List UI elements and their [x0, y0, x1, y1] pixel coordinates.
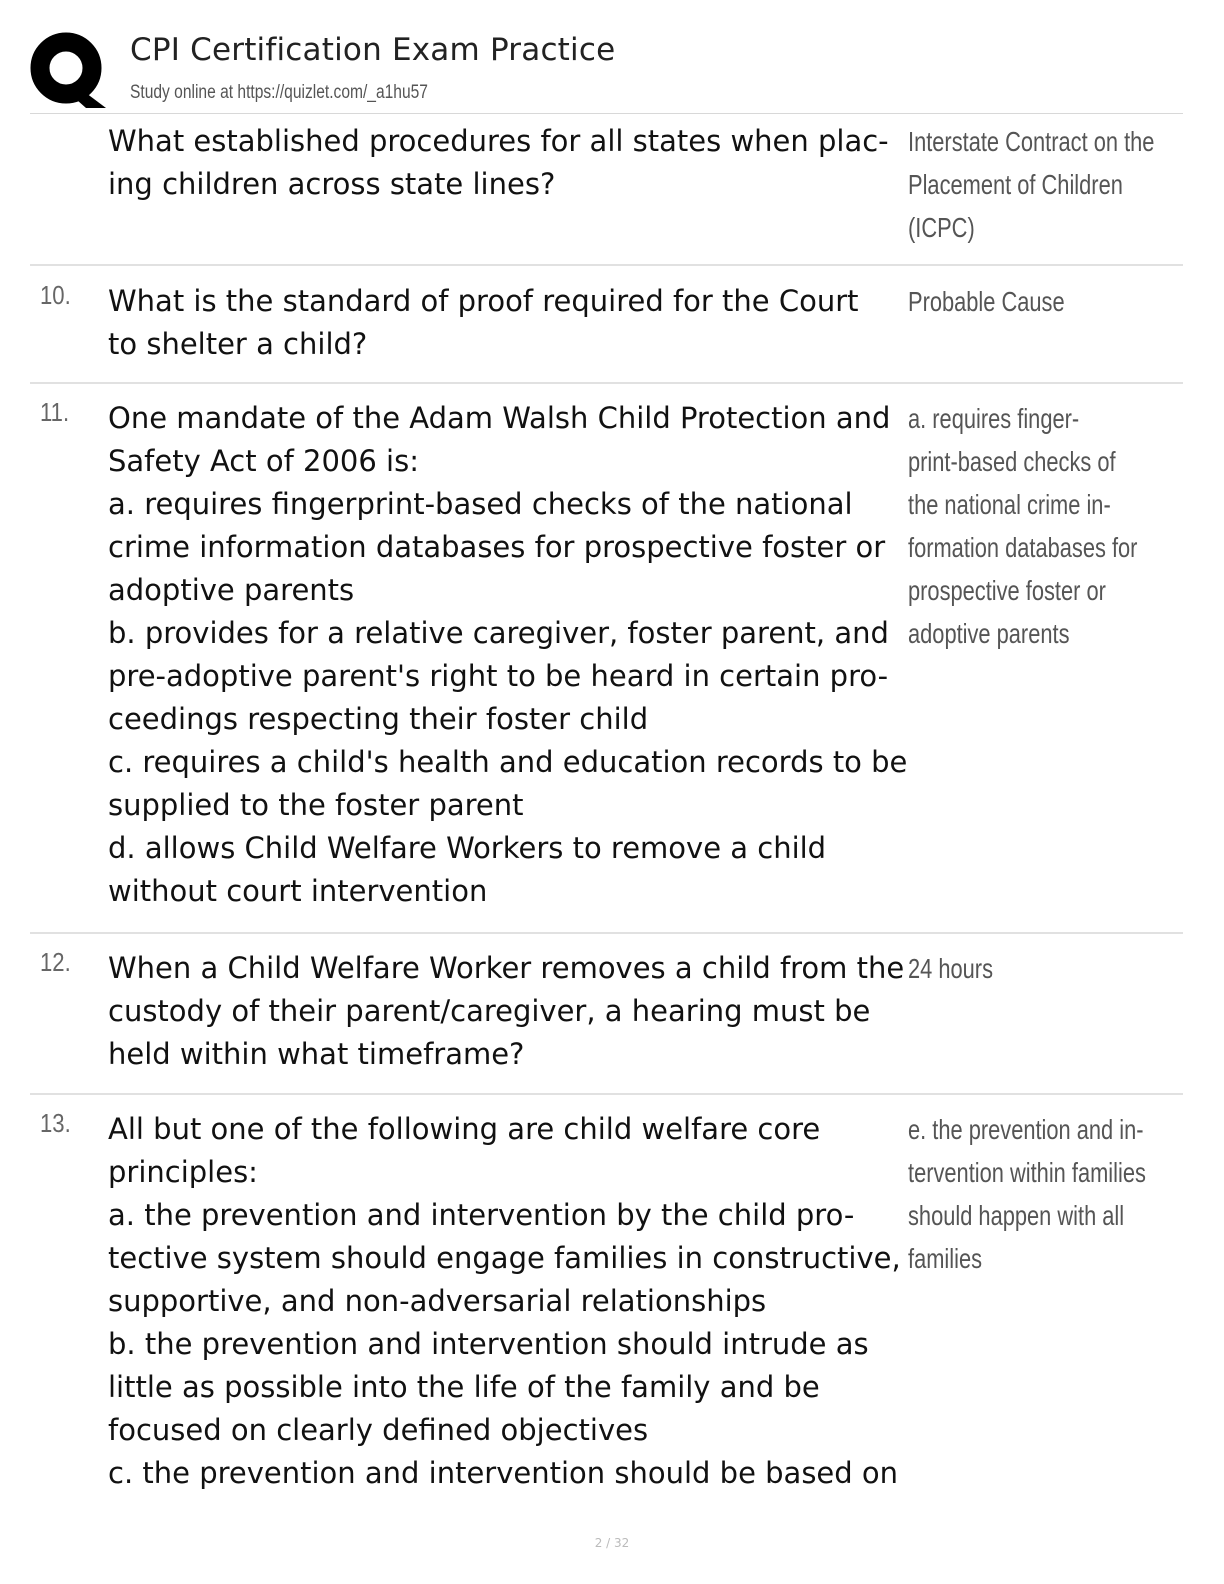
study-online-link[interactable]: Study online at https://quizlet.com/_a1hu57 — [130, 82, 428, 103]
card-divider — [30, 1093, 1183, 1095]
page-number: 2 / 32 — [594, 1536, 630, 1550]
answer-text: Interstate Contract on the Placement of Children (ICPC) — [908, 126, 1155, 243]
question-card — [30, 397, 1183, 934]
card-divider — [30, 382, 1183, 384]
question-text: What established procedures for all states when plac- ing children across state lines? — [108, 124, 889, 201]
card-divider — [30, 264, 1183, 266]
question-text: What is the standard of proof required for the Court to shelter a child? — [108, 284, 859, 361]
question-card — [30, 280, 1183, 384]
header-divider — [30, 113, 1183, 114]
question-text: When a Child Welfare Worker removes a child from the custody of their parent/caregiver, a hearing must be held within what timeframe? — [108, 951, 905, 1071]
question-number: 11. — [40, 397, 70, 427]
page-title: CPI Certification Exam Practice — [130, 32, 616, 68]
question-card — [30, 1108, 1183, 1508]
answer-text: e. the prevention and in- tervention within families should happen with all families — [908, 1114, 1146, 1274]
answer-text: Probable Cause — [908, 286, 1065, 317]
card-divider — [30, 932, 1183, 934]
quizlet-logo-icon — [30, 32, 106, 108]
question-text: One mandate of the Adam Walsh Child Protection and Safety Act of 2006 is: a. requires fingerprint-based checks of the national crime information databases for prospective foster or adoptive parents b. provides for a relative caregiver, foster parent, and pre-adoptive parent's right to be heard in certain pro- ceedings respecting their foster child c. requires a child's health and education records to be supplied to the foster parent d. allows Child Welfare Workers to remove a child without court intervention — [108, 401, 908, 908]
question-text: All but one of the following are child welfare core principles: a. the prevention and intervention by the child pro- tective system should engage families in constructive, supportive, and non-adversarial relationships b. the prevention and intervention should intrude as little as possible into the life of the family and be focused on clearly defined objectives c. the prevention and intervention should be based on — [108, 1112, 901, 1490]
question-number: 10. — [40, 280, 71, 310]
question-card — [30, 947, 1183, 1095]
answer-text: 24 hours — [908, 953, 993, 984]
question-number: 12. — [40, 947, 71, 977]
page-header — [30, 28, 1190, 112]
answer-text: a. requires finger- print-based checks of the national crime in- formation databases for prospective foster or adoptive parents — [908, 403, 1138, 649]
question-card — [30, 120, 1183, 266]
question-number: 13. — [40, 1108, 71, 1138]
